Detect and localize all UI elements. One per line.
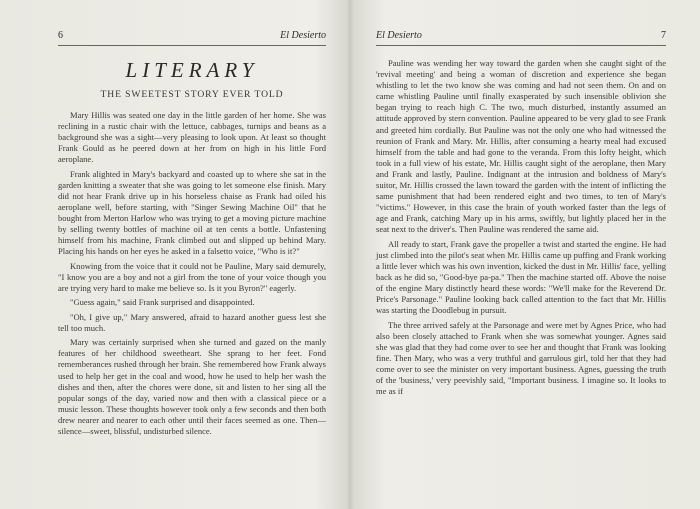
left-page xyxy=(0,0,348,509)
left-head-rule xyxy=(58,45,326,46)
right-head-rule xyxy=(376,45,666,46)
right-page xyxy=(352,0,700,509)
right-page-number: 7 xyxy=(661,30,666,41)
left-paragraph: Mary Hillis was seated one day in the little garden of her home. She was reclining in a rustic chair with the lettuce, cabbages, turnips and beans as a background she was a sight—very pleasing to look upon. At least so thought Frank Gould as he peered down at her from on high in his little Ford aeroplane. xyxy=(58,110,326,165)
right-running-title: El Desierto xyxy=(376,30,422,41)
left-paragraph: Frank alighted in Mary's backyard and coasted up to where she sat in the garden knitting a sweater that she was going to let someone else finish. Mary did not hear Frank drive up in his horseless chaise as Frank had oiled his aeroplane well, before starting, with "Singer Sewing Machine Oil" that he bought from Merton Harlow who was trying to get a moving picture machine by selling twenty bottles of machine oil at ten cents a bottle. Unfastening himself from his machine, Frank climbed out and slipped up behind Mary. Placing his hands on her eyes he asked in a falsetto voice, "Who is it?" xyxy=(58,168,326,257)
left-paragraph: Knowing from the voice that it could not be Pauline, Mary said demurely, "I know you are a boy and not a girl from the tone of your voice though you are trying very hard to make me believe so. Is it you Byron?" eagerly. xyxy=(58,260,326,293)
story-title: THE SWEETEST STORY EVER TOLD xyxy=(100,89,284,100)
left-running-head xyxy=(58,30,326,41)
right-paragraph: Pauline was wending her way toward the garden when she caught sight of the 'revival meeting' and being a woman of discretion and experience she began whistling to let the two know she was coming and had not seen them. On and on came whistling Pauline until finally exasperated by such insensible oblivion she began trying to reach high C. The two, much disturbed, instantly assumed an attitude approved by stern convention. Pauline appeared to be very glad to see Frank and greeted him cordially. But Pauline was not the only one who had witnessed the reunion of Frank and Mary. Mr. Hillis, after consuming a hearty meal had excused himself from the table and had gone to the veranda. From this lofty height, which took in a full view of his estate, Mr. Hillis caught sight of the aeroplane, then Mary and Frank and lastly, Pauline. Indignant at the intrusion and boldness of Mary's suitor, Mr. Hillis crossed the lawn toward the garden with the intent of inflicting the same punishment that had been rendered eight and two times, to ten of Mary's "victims." However, in this case the brain of youth worked faster than the legs of age and Frank, catching Mary up in his arms, swiftly, but lightly placed her in the seat next to the driver's. Then Pauline was rendered the same aid. xyxy=(376,58,666,235)
left-running-title: El Desierto xyxy=(280,30,326,41)
left-paragraph: "Guess again," said Frank surprised and disappointed. xyxy=(70,297,255,308)
section-title: LITERARY xyxy=(125,58,259,82)
left-page-number: 6 xyxy=(58,30,63,41)
right-paragraph: All ready to start, Frank gave the propeller a twist and started the engine. He had just climbed into the pilot's seat when Mr. Hillis came up puffing and Frank working a little lever which was his own invention, kicked the dust in Mr. Hillis' face, yelling back as he did so, "Good-bye pa-pa." Then the machine started off. Above the noise of the engine Mary distinctly heard these words: "We'll make for the Reverend Dr. Price's Parsonage." Pauline looking back called attention to the fact that Mr. Hillis was starting the Doodlebug in pursuit. xyxy=(376,238,666,316)
right-paragraph: The three arrived safely at the Parsonage and were met by Agnes Price, who had also been closely attached to Frank when she was somewhat younger. Agnes said she was glad that they had come over to see her and thought that Frank was looking fine. Then Mary, who was a very truthful and garrulous girl, told her that they had come over to see the minister on very important business. Agnes, guessing the truth of the 'business,' very peevishly said, "Important business. I imagine so. It looks to me as if xyxy=(376,319,666,397)
left-paragraph: Mary was certainly surprised when she turned and gazed on the manly features of her childhood sweetheart. She sprang to her feet. Fond rememberances rushed through her brain. She remembered how Frank always used to help her get in the coal and wood, how he used to help her wash the dishes and then, after the chores were done, sit and listen to her sing all the popular songs of the day, varied now and then with a classical piece or a music lesson. These thoughts however took only a few seconds and then both drew nearer and nearer to each other until their faces seemed as one. Then—silence—sweet, blissful, undisturbed silence. xyxy=(58,337,326,437)
right-running-head xyxy=(376,30,666,41)
left-paragraph: "Oh, I give up," Mary answered, afraid to hazard another guess lest she tell too much. xyxy=(58,311,326,333)
